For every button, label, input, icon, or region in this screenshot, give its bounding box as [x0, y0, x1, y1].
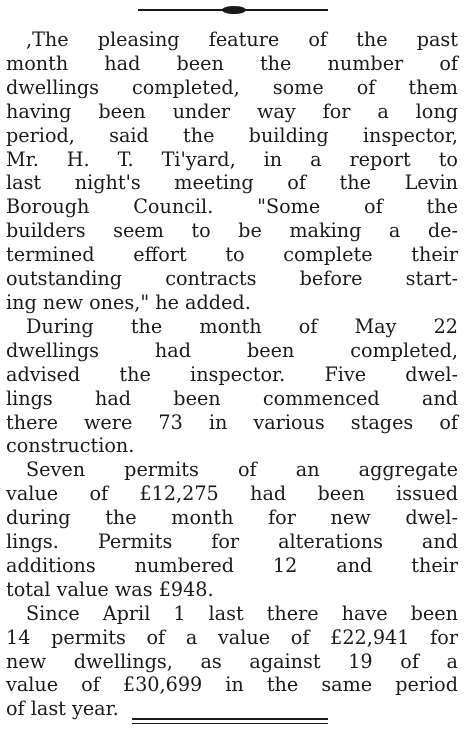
article-paragraph-4	[6, 602, 458, 722]
article-line: value of £12,275 had been issued	[6, 482, 458, 506]
article-paragraph-3	[6, 458, 458, 601]
article-line: Seven permits of an aggregate	[26, 458, 458, 482]
article-line: having been under way for a long	[6, 99, 458, 123]
article-line: termined effort to complete their	[6, 243, 458, 267]
article-line: month had been the number of	[6, 51, 458, 75]
article-line: 14 permits of a value of £22,941 for	[6, 625, 458, 649]
article-body	[6, 28, 458, 721]
article-line: new dwellings, as against 19 of a	[6, 649, 458, 673]
article-line: Borough Council. "Some of the	[6, 195, 458, 219]
article-line: ing new ones," he added.	[6, 290, 251, 314]
article-line: value of £30,699 in the same period	[6, 673, 458, 697]
article-line: During the month of May 22	[26, 314, 458, 338]
article-paragraph-2	[6, 315, 458, 458]
article-line: lings. Permits for alterations and	[6, 530, 458, 554]
article-line: builders seem to be making a de-	[6, 219, 458, 243]
article-line: total value was £948.	[6, 577, 214, 601]
article-line: advised the inspector. Five dwel-	[6, 362, 458, 386]
article-line: outstanding contracts before start-	[6, 267, 458, 291]
article-paragraph-1	[6, 28, 458, 315]
article-line: of last year.	[6, 697, 119, 721]
article-line: dwellings completed, some of them	[6, 75, 458, 99]
article-line: during the month for new dwel-	[6, 506, 458, 530]
article-line: lings had been commenced and	[6, 386, 458, 410]
article-line: Since April 1 last there have been	[26, 601, 458, 625]
article-line: Mr. H. T. Ti'yard, in a report to	[6, 147, 458, 171]
top-divider-ornament	[222, 6, 246, 14]
article-line: construction.	[6, 434, 135, 458]
article-line: period, said the building inspector,	[6, 123, 458, 147]
article-line: dwellings had been completed,	[6, 338, 458, 362]
article-line: additions numbered 12 and their	[6, 553, 458, 577]
bottom-divider-rule	[132, 718, 328, 720]
bottom-divider-rule-thin	[132, 723, 328, 724]
article-line: last night's meeting of the Levin	[6, 171, 458, 195]
article-line: ,The pleasing feature of the past	[26, 28, 458, 51]
article-line: there were 73 in various stages of	[6, 410, 458, 434]
